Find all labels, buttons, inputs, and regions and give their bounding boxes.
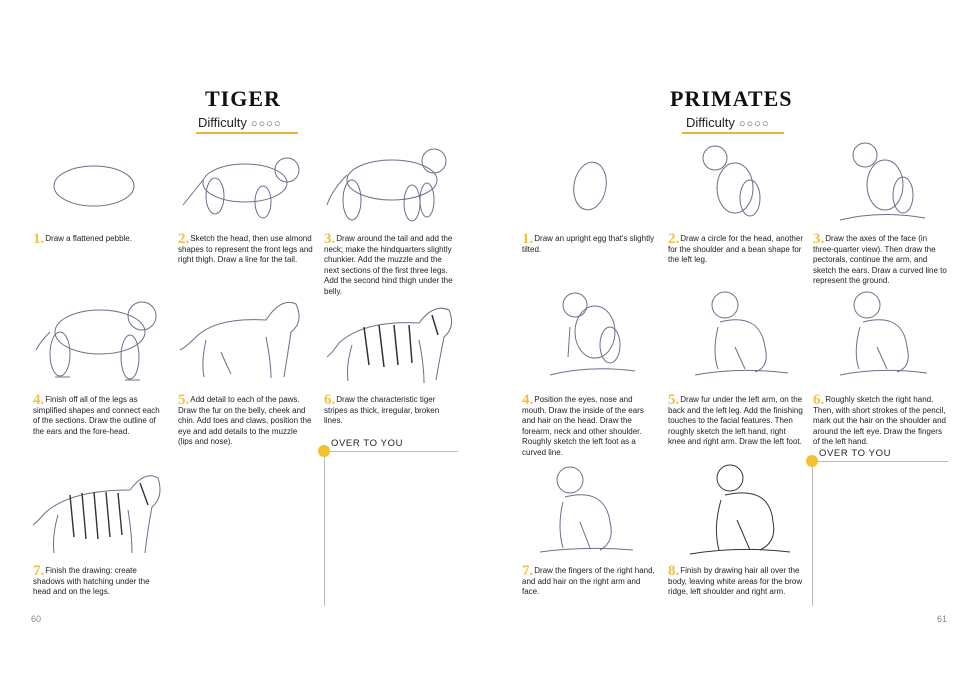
primate-step-1: 1.Draw an upright egg that's slightly tilted. (522, 231, 655, 254)
tiger-step-6: 6.Draw the characteristic tiger stripes as thick, irregular, broken lines. (324, 392, 440, 425)
over-to-you-vertical (812, 461, 813, 606)
tiger-title: TIGER (205, 86, 281, 111)
tiger-step-4: 4.Finish off all of the legs as simplified shapes and connect each of the sections. Draw the outline of the ears and the fore-head. (33, 392, 160, 436)
page-number-right: 61 (937, 614, 948, 624)
tiger-step5-sketch (176, 292, 311, 387)
difficulty-rating: ○○○○ (738, 118, 770, 130)
primate-step1-sketch (560, 158, 620, 218)
primate-step7-sketch (535, 462, 635, 557)
right-page (490, 0, 980, 700)
difficulty-underline (682, 132, 784, 134)
primate-step6-sketch (835, 287, 930, 382)
difficulty-underline (196, 132, 298, 134)
primate-step8-sketch (685, 460, 795, 560)
primate-step4-sketch (540, 287, 640, 382)
difficulty-rating: ○○○○ (250, 118, 282, 130)
primate-step3-sketch (835, 140, 930, 228)
tiger-step-7: 7.Finish the drawing: create shadows with hatching under the head and on the legs. (33, 563, 150, 596)
primate-step-3: 3.Draw the axes of the face (in three-quarter view). Then draw the pectorals, continue the arm, and sketch the ears. Draw a curved line to represent the ground. (813, 231, 947, 285)
tiger-step3-sketch (322, 145, 457, 230)
page-number-left: 60 (31, 614, 42, 624)
primates-difficulty (686, 115, 769, 130)
difficulty-label: Difficulty (198, 115, 247, 130)
tiger-step4-sketch (30, 292, 165, 387)
tiger-difficulty (198, 115, 281, 130)
over-to-you-rule (324, 451, 458, 452)
primate-step-2: 2.Draw a circle for the head, another for the shoulder and a bean shape for the left leg. (668, 231, 803, 264)
tiger-step7-sketch (30, 465, 165, 560)
over-to-you-dot (806, 455, 818, 467)
primate-step-7: 7.Draw the fingers of the right hand, and add hair on the right arm and face. (522, 563, 655, 596)
over-to-you-label: OVER TO YOU (331, 438, 404, 449)
tiger-step-5: 5.Add detail to each of the paws. Draw the fur on the belly, cheek and chin. Add toes and claws, position the eye and add details to the muzzle (lips and nose). (178, 392, 312, 446)
over-to-you-label: OVER TO YOU (819, 448, 892, 459)
over-to-you-vertical (324, 451, 325, 606)
primate-step-4: 4.Position the eyes, nose and mouth. Draw the inside of the ears and hair on the head. Draw the forearm, neck and other shoulder. Roughly sketch the left foot as a curved line. (522, 392, 644, 457)
tiger-step1-sketch (40, 158, 150, 218)
primate-step5-sketch (690, 287, 790, 382)
tiger-step2-sketch (175, 150, 310, 225)
primate-step-6: 6.Roughly sketch the right hand. Then, with short strokes of the pencil, mark out the hair on the shoulder and around the left eye. Draw the fingers of the left hand. (813, 392, 946, 446)
tiger-step-1: 1.Draw a flattened pebble. (33, 231, 132, 247)
tiger-step6-sketch (324, 295, 459, 390)
primate-step-5: 5.Draw fur under the left arm, on the back and the left leg. Add the finishing touches to the facial features. Then roughly sketch the left hand, right knee and right arm. Draw the left foot. (668, 392, 803, 446)
tiger-step-2: 2.Sketch the head, then use almond shapes to represent the front legs and right thigh. Draw a line for the tail. (178, 231, 313, 264)
over-to-you-rule (812, 461, 948, 462)
primates-title: PRIMATES (670, 86, 793, 111)
primate-step2-sketch (695, 143, 775, 223)
tiger-step-3: 3.Draw around the tail and add the neck; make the hindquarters slightly chunkier. Add the muzzle and the next sections of the first three legs. Add the second hind thigh under the belly. (324, 231, 453, 296)
over-to-you-dot (318, 445, 330, 457)
difficulty-label: Difficulty (686, 115, 735, 130)
primate-step-8: 8.Finish by drawing hair all over the body, leaving white areas for the brow ridge, left shoulder and right arm. (668, 563, 803, 596)
